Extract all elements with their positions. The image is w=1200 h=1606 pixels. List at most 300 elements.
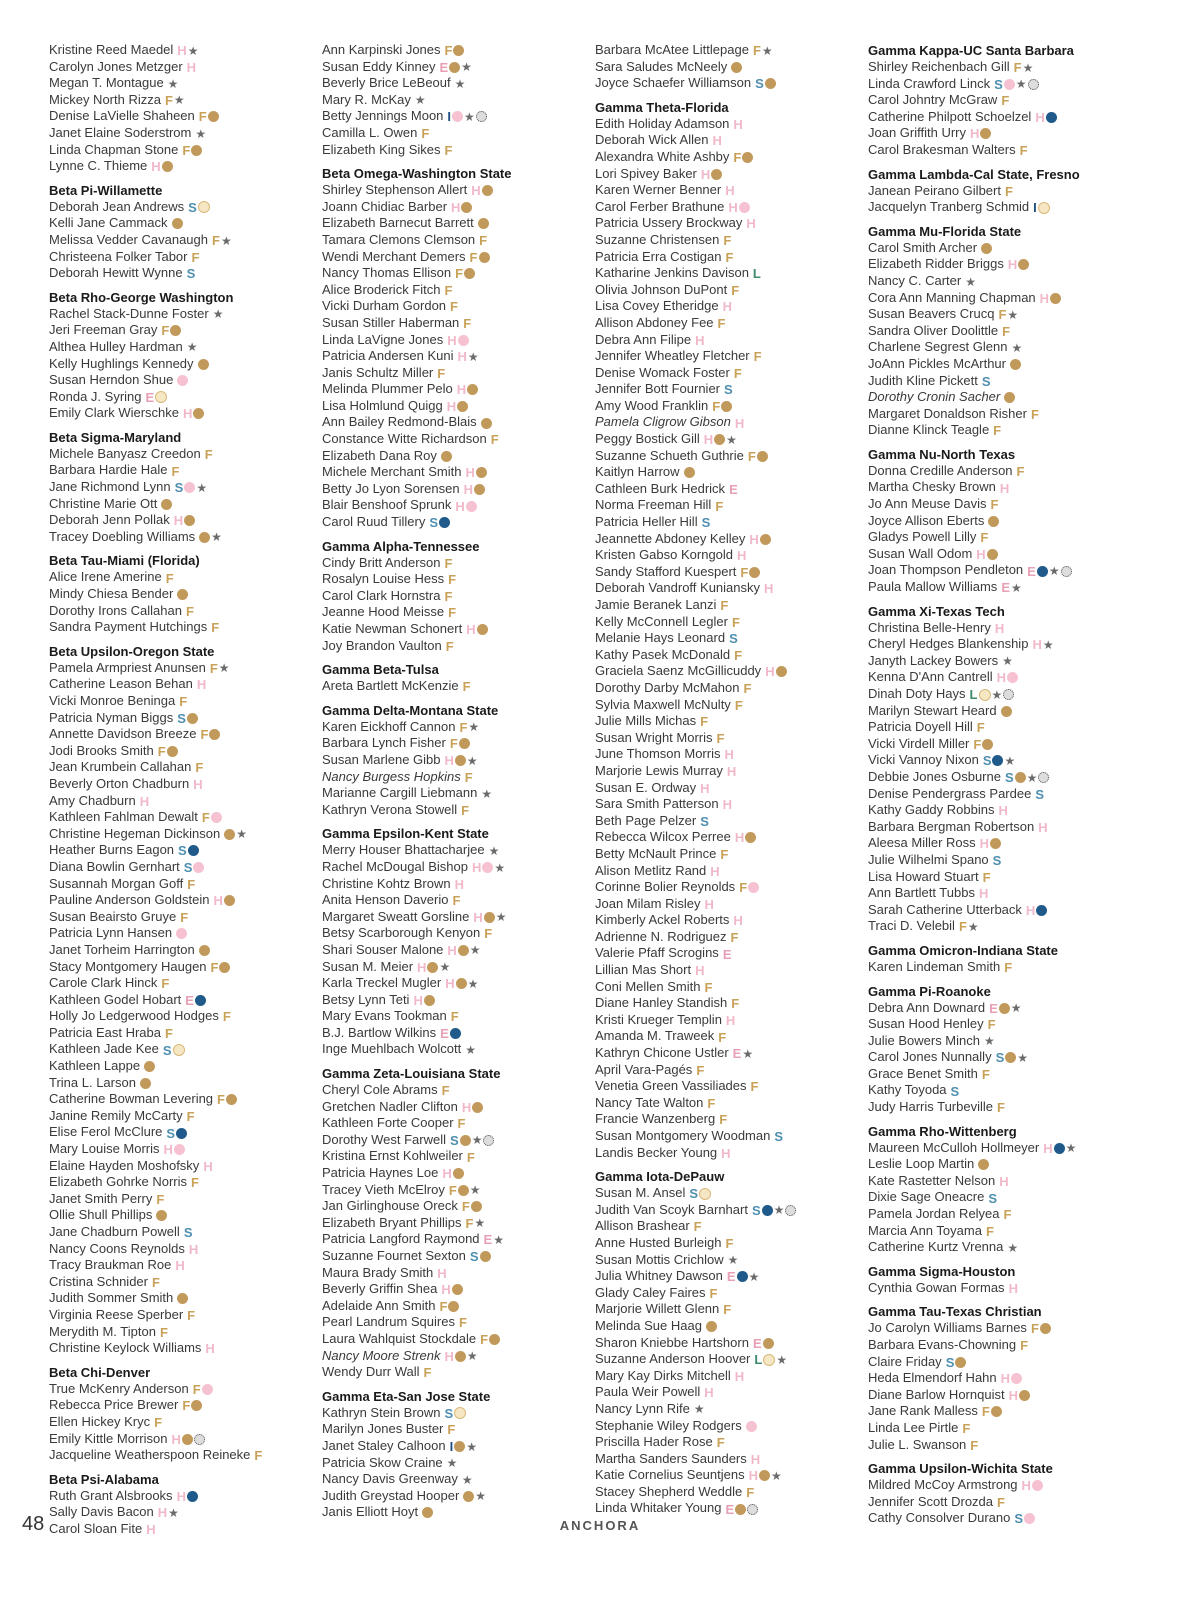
badge-group: [725, 1500, 759, 1517]
member-row: [49, 372, 311, 389]
member-name: Deborah Jenn Pollak: [49, 512, 170, 528]
chapter-header: Beta Tau-Miami (Florida): [49, 553, 200, 569]
member-row: [868, 496, 1130, 513]
letter-badge-s: S: [162, 1042, 172, 1058]
member-row: [49, 693, 311, 710]
letter-badge-h: H: [1043, 1140, 1053, 1156]
chapter-section: [868, 446, 1130, 596]
gold-circle-icon: [427, 962, 438, 973]
letter-badge-f: F: [753, 349, 762, 365]
member-row: [595, 414, 857, 431]
star-icon: ★: [469, 1183, 481, 1198]
badge-group: [735, 829, 757, 846]
member-row: [868, 1000, 1130, 1017]
badge-group: [441, 1281, 463, 1298]
badge-group: [484, 925, 493, 942]
member-name: Barbara Bergman Robertson: [868, 818, 1035, 834]
member-row: [322, 514, 584, 531]
letter-badge-h: H: [734, 1368, 745, 1384]
badge-group: [1040, 290, 1062, 307]
member-name: Elizabeth Bryant Phillips: [322, 1214, 462, 1230]
badge-group: [165, 92, 186, 109]
letter-badge-f: F: [198, 109, 207, 125]
member-name: Jeannette Abdoney Kelley: [595, 530, 746, 546]
member-row: [595, 879, 857, 896]
letter-badge-s: S: [450, 1132, 459, 1148]
letter-badge-f: F: [191, 1175, 199, 1191]
star-icon: ★: [1010, 1001, 1022, 1016]
letter-badge-s: S: [177, 710, 186, 726]
letter-badge-h: H: [444, 1348, 454, 1364]
letter-badge-h: H: [998, 803, 1008, 819]
member-name: April Vara-Pagés: [595, 1061, 693, 1077]
member-row: [49, 959, 311, 976]
member-row: [49, 1191, 311, 1208]
gold-circle-icon: [776, 666, 787, 677]
badge-group: [976, 546, 998, 563]
member-row: [595, 1218, 857, 1235]
badge-group: [151, 158, 173, 175]
gold-circle-icon: [453, 1168, 464, 1179]
chapter-header: Beta Omega-Washington State: [322, 166, 512, 182]
badge-group: [171, 1431, 205, 1448]
letter-badge-f: F: [723, 1302, 732, 1318]
badge-group: [1001, 92, 1010, 109]
member-name: Jennifer Bott Fournier: [595, 381, 721, 397]
letter-badge-e: E: [722, 946, 732, 962]
badge-group: [725, 1235, 734, 1252]
member-name: Michele Merchant Smith: [322, 464, 462, 480]
member-row: [868, 1420, 1130, 1437]
gold-circle-icon: [711, 169, 722, 180]
letter-badge-h: H: [456, 382, 467, 398]
star-icon: ★: [414, 93, 426, 108]
member-row: [595, 829, 857, 846]
member-row: [868, 852, 1130, 869]
badge-group: [694, 1218, 703, 1235]
letter-badge-f: F: [159, 1324, 168, 1340]
member-row: [322, 199, 584, 216]
member-name: Janet Elaine Soderstrom: [49, 124, 192, 140]
member-name: Susan Montgomery Woodman: [595, 1128, 771, 1143]
gold-circle-icon: [182, 1434, 193, 1445]
member-row: [322, 75, 584, 92]
letter-badge-f: F: [717, 315, 726, 331]
member-name: Kate Rastetter Nelson: [868, 1172, 996, 1188]
pink-circle-icon: [482, 862, 493, 873]
member-name: Janet Torheim Harrington: [49, 941, 195, 957]
member-row: [49, 603, 311, 620]
member-row: [868, 406, 1130, 423]
member-row: [595, 59, 857, 76]
member-name: Olivia Johnson DuPont: [595, 281, 728, 297]
star-icon: ★: [761, 43, 773, 58]
letter-badge-f: F: [195, 760, 204, 776]
badge-group: [182, 1397, 203, 1414]
letter-badge-f: F: [157, 743, 166, 759]
member-name: Nancy Coons Reynolds: [49, 1240, 185, 1256]
member-row: [322, 925, 584, 942]
member-name: Susan Marlene Gibb: [322, 751, 441, 767]
letter-badge-h: H: [1035, 109, 1045, 125]
member-row: [868, 1337, 1130, 1354]
member-name: Aleesa Miller Ross: [868, 835, 976, 851]
member-row: [595, 398, 857, 415]
member-row: [322, 1008, 584, 1025]
member-row: [322, 464, 584, 481]
member-row: [322, 992, 584, 1009]
member-name: Janyth Lackey Bowers: [868, 652, 999, 668]
member-name: Dianne Klinck Teagle: [868, 422, 990, 438]
letter-badge-h: H: [728, 199, 738, 215]
badge-group: [175, 479, 208, 496]
letter-badge-h: H: [413, 992, 423, 1008]
star-icon: ★: [1010, 580, 1022, 595]
member-row: [322, 571, 584, 588]
letter-badge-s: S: [701, 515, 711, 531]
gold-circle-icon: [455, 755, 466, 766]
letter-badge-s: S: [178, 843, 187, 859]
letter-badge-s: S: [724, 382, 733, 398]
gold-circle-icon: [735, 1504, 746, 1515]
badge-group: [184, 859, 206, 876]
letter-badge-f: F: [187, 876, 196, 892]
member-name: Patricia Doyell Hill: [868, 719, 973, 735]
member-name: Carol Johntry McGraw: [868, 92, 998, 108]
badge-group: [440, 1025, 462, 1042]
member-row: [595, 348, 857, 365]
pink-circle-icon: [458, 335, 469, 346]
badge-group: [988, 1189, 998, 1206]
column-4: [868, 42, 1130, 1534]
member-row: [868, 1156, 1130, 1173]
chapter-header: Gamma Xi-Texas Tech: [868, 603, 1005, 619]
gold-circle-icon: [191, 145, 202, 156]
member-name: Allison Brashear: [595, 1218, 690, 1234]
letter-badge-f: F: [210, 959, 219, 975]
member-row: [868, 869, 1130, 886]
letter-badge-h: H: [724, 747, 734, 763]
letter-badge-f: F: [466, 1149, 475, 1165]
member-row: [49, 1075, 311, 1092]
letter-badge-l: L: [754, 1352, 763, 1368]
chapter-header: Gamma Omicron-Indiana State: [868, 942, 1058, 958]
member-row: [595, 1202, 857, 1219]
member-row: [322, 1041, 584, 1058]
seal-icon: [194, 1434, 205, 1445]
member-row: [868, 199, 1130, 216]
member-name: Ann Bartlett Tubbs: [868, 885, 975, 901]
letter-badge-h: H: [461, 1099, 472, 1115]
member-name: Jan Girlinghouse Oreck: [322, 1198, 458, 1214]
chapter-section: [49, 429, 311, 546]
member-name: Rebecca Price Brewer: [49, 1397, 179, 1413]
letter-badge-f: F: [746, 1484, 755, 1500]
member-row: [595, 1318, 857, 1335]
badge-group: [753, 42, 774, 59]
member-row: [322, 1281, 584, 1298]
member-name: Deborah Jean Andrews: [49, 198, 185, 214]
badge-group: [994, 76, 1039, 93]
badge-group: [721, 1145, 731, 1162]
chapter-header: Gamma Pi-Roanoke: [868, 983, 991, 999]
badge-group: [154, 1414, 163, 1431]
member-row: [868, 529, 1130, 546]
member-name: Judith Sommer Smith: [49, 1290, 174, 1306]
member-name: Kristen Gabso Korngold: [595, 547, 734, 563]
chapter-section: [49, 42, 311, 175]
member-row: [595, 1351, 857, 1368]
badge-group: [970, 686, 1016, 703]
chapter-section: [49, 643, 311, 1357]
chapter-header: Gamma Kappa-UC Santa Barbara: [868, 43, 1074, 58]
member-row: [322, 1455, 584, 1472]
member-row: [322, 959, 584, 976]
letter-badge-l: L: [752, 266, 761, 282]
member-row: [49, 925, 311, 942]
member-name: Jacqueline Weatherspoon Reineke: [49, 1447, 251, 1463]
letter-badge-f: F: [204, 446, 213, 462]
member-name: Elizabeth Ridder Briggs: [868, 256, 1004, 272]
member-row: [595, 1235, 857, 1252]
member-name: Kathryn Stein Brown: [322, 1404, 441, 1420]
gold-circle-icon: [199, 945, 210, 956]
letter-badge-h: H: [1038, 819, 1048, 835]
badge-group: [1000, 479, 1010, 496]
letter-badge-h: H: [1007, 257, 1018, 273]
member-row: [49, 496, 311, 513]
cream-circle-icon: [198, 201, 210, 213]
letter-badge-e: E: [185, 992, 194, 1008]
gold-circle-icon: [461, 202, 472, 213]
member-name: Dorothy Cronin Sacher: [868, 389, 1001, 405]
badge-group: [725, 249, 734, 266]
member-row: [49, 339, 311, 356]
letter-badge-f: F: [997, 1100, 1005, 1116]
badge-group: [465, 769, 474, 786]
badge-group: [988, 513, 1000, 530]
letter-badge-f: F: [958, 919, 967, 935]
member-row: [868, 1099, 1130, 1116]
badge-group: [731, 929, 740, 946]
chapter-header: Gamma Rho-Wittenberg: [868, 1123, 1017, 1139]
member-name: Inge Muehlbach Wolcott: [322, 1041, 462, 1057]
member-row: [595, 1285, 857, 1302]
member-name: Nancy Lynn Rife: [595, 1400, 690, 1416]
badge-group: [466, 621, 488, 638]
badge-group: [724, 381, 734, 398]
badge-group: [166, 569, 175, 586]
letter-badge-f: F: [720, 846, 729, 862]
chapter-header: Gamma Tau-Texas Christian: [868, 1304, 1042, 1320]
column-1: [49, 42, 311, 1545]
letter-badge-s: S: [751, 1202, 761, 1218]
gold-circle-icon: [167, 746, 178, 757]
member-name: Jean Krumbein Callahan: [49, 759, 192, 775]
letter-badge-h: H: [750, 1451, 761, 1467]
member-row: [868, 109, 1130, 126]
member-row: [49, 1447, 311, 1464]
letter-badge-h: H: [721, 1145, 731, 1161]
badge-group: [439, 59, 472, 76]
letter-badge-h: H: [442, 1166, 452, 1182]
member-name: Sandra Payment Hutchings: [49, 619, 208, 635]
gold-circle-icon: [161, 499, 172, 510]
letter-badge-f: F: [715, 498, 724, 514]
badge-group: [455, 265, 476, 282]
letter-badge-f: F: [179, 694, 188, 710]
member-name: Ellen Hickey Kryc: [49, 1413, 151, 1429]
member-name: Anita Henson Daverio: [322, 892, 449, 908]
gold-circle-icon: [184, 515, 195, 526]
member-name: Martha Sanders Saunders: [595, 1450, 747, 1466]
member-name: Jamie Beranek Lanzi: [595, 597, 717, 612]
member-row: [322, 1331, 584, 1348]
member-name: Janine Remily McCarty: [49, 1107, 183, 1123]
gold-circle-icon: [1019, 1390, 1030, 1401]
badge-group: [988, 1016, 997, 1033]
member-name: Grace Benet Smith: [868, 1065, 978, 1081]
letter-badge-f: F: [161, 976, 170, 992]
member-name: Beth Page Pelzer: [595, 812, 697, 828]
badge-group: [187, 1307, 196, 1324]
letter-badge-h: H: [994, 620, 1005, 636]
letter-badge-f: F: [164, 92, 173, 108]
pink-circle-icon: [1007, 672, 1018, 683]
chapter-header: Beta Pi-Willamette: [49, 182, 163, 198]
member-name: Melissa Vedder Cavanaugh: [49, 231, 208, 247]
gold-circle-icon: [471, 1201, 482, 1212]
badge-group: [749, 531, 771, 548]
badge-group: [186, 603, 195, 620]
badge-group: [451, 199, 473, 216]
member-name: Pearl Landrum Squires: [322, 1314, 455, 1330]
letter-badge-f: F: [211, 620, 220, 636]
member-name: Cora Ann Manning Chapman: [868, 289, 1036, 305]
member-name: Lynne C. Thieme: [49, 158, 148, 174]
member-row: [868, 703, 1130, 720]
badge-group: [441, 448, 453, 465]
badge-group: [740, 564, 761, 581]
member-row: [595, 912, 857, 929]
letter-badge-h: H: [712, 133, 722, 149]
badge-group: [223, 1008, 232, 1025]
member-row: [868, 819, 1130, 836]
badge-group: [1035, 786, 1045, 803]
member-row: [868, 323, 1130, 340]
badge-group: [156, 1191, 165, 1208]
letter-badge-e: E: [1001, 580, 1010, 596]
star-icon: ★: [967, 919, 979, 934]
letter-badge-f: F: [445, 638, 454, 654]
badge-group: [735, 1368, 745, 1385]
badge-group: [1033, 199, 1051, 216]
badge-group: [704, 431, 738, 448]
member-row: [49, 710, 311, 727]
badge-group: [177, 586, 189, 603]
letter-badge-f: F: [457, 1116, 466, 1132]
member-row: [868, 918, 1130, 935]
letter-badge-f: F: [458, 1315, 467, 1331]
member-name: Diana Bowlin Gernhart: [49, 858, 180, 874]
letter-badge-f: F: [723, 233, 732, 248]
gold-circle-icon: [1001, 706, 1012, 717]
letter-badge-f: F: [980, 530, 989, 546]
letter-badge-h: H: [979, 836, 990, 852]
badge-group: [447, 332, 469, 349]
gold-circle-icon: [489, 1334, 500, 1345]
member-row: [868, 339, 1130, 356]
member-row: [868, 669, 1130, 686]
star-icon: ★: [196, 480, 208, 495]
star-icon: ★: [461, 60, 472, 75]
letter-badge-f: F: [747, 448, 756, 464]
gold-circle-icon: [191, 1400, 202, 1411]
member-name: Beverly Brice LeBeouf: [322, 75, 451, 91]
gold-circle-icon: [684, 467, 695, 478]
member-name: Julie Bowers Minch: [868, 1032, 980, 1048]
badge-group: [465, 1041, 477, 1058]
letter-badge-h: H: [465, 465, 475, 481]
member-name: Leslie Loop Martin: [868, 1156, 975, 1172]
badge-group: [417, 959, 451, 976]
member-name: Janis Schultz Miller: [322, 364, 434, 380]
letter-badge-h: H: [996, 670, 1007, 686]
member-row: [49, 1141, 311, 1158]
letter-badge-f: F: [441, 1083, 450, 1099]
gold-circle-icon: [476, 467, 487, 478]
member-name: Denise Womack Foster: [595, 364, 730, 380]
gold-circle-icon: [463, 1491, 474, 1502]
member-name: Tamara Clemons Clemson: [322, 231, 476, 247]
member-row: [49, 809, 311, 826]
member-row: [868, 373, 1130, 390]
member-name: Deborah Hewitt Wynne: [49, 265, 183, 281]
badge-group: [995, 620, 1005, 637]
member-name: Suzanne Christensen: [595, 231, 720, 247]
member-row: [49, 1224, 311, 1241]
star-icon: ★: [770, 1468, 782, 1483]
member-row: [868, 306, 1130, 323]
star-icon: ★: [236, 827, 248, 842]
member-row: [868, 1477, 1130, 1494]
pink-circle-icon: [184, 482, 195, 493]
chapter-section: [868, 1303, 1130, 1453]
pink-circle-icon: [193, 862, 204, 873]
star-icon: ★: [467, 976, 479, 991]
pink-circle-icon: [1011, 1373, 1022, 1384]
member-name: Catherine Kurtz Vrenna: [868, 1239, 1004, 1255]
member-name: Vicki Virdell Miller: [868, 735, 970, 751]
column-3: [595, 42, 857, 1524]
letter-badge-h: H: [700, 780, 710, 796]
member-name: Joan Milam Risley: [595, 895, 701, 911]
member-name: Areta Bartlett McKenzie: [322, 678, 459, 694]
member-row: [595, 381, 857, 398]
badge-group: [211, 619, 220, 636]
badge-group: [458, 1115, 467, 1132]
gold-circle-icon: [219, 962, 230, 973]
letter-badge-h: H: [700, 166, 711, 182]
pink-circle-icon: [748, 882, 759, 893]
member-row: [322, 481, 584, 498]
member-row: [49, 322, 311, 339]
badge-group: [445, 42, 466, 59]
chapter-header: Gamma Upsilon-Wichita State: [868, 1461, 1053, 1477]
member-name: Heda Elmendorf Hahn: [868, 1370, 997, 1386]
letter-badge-h: H: [765, 664, 775, 680]
star-icon: ★: [726, 432, 737, 447]
